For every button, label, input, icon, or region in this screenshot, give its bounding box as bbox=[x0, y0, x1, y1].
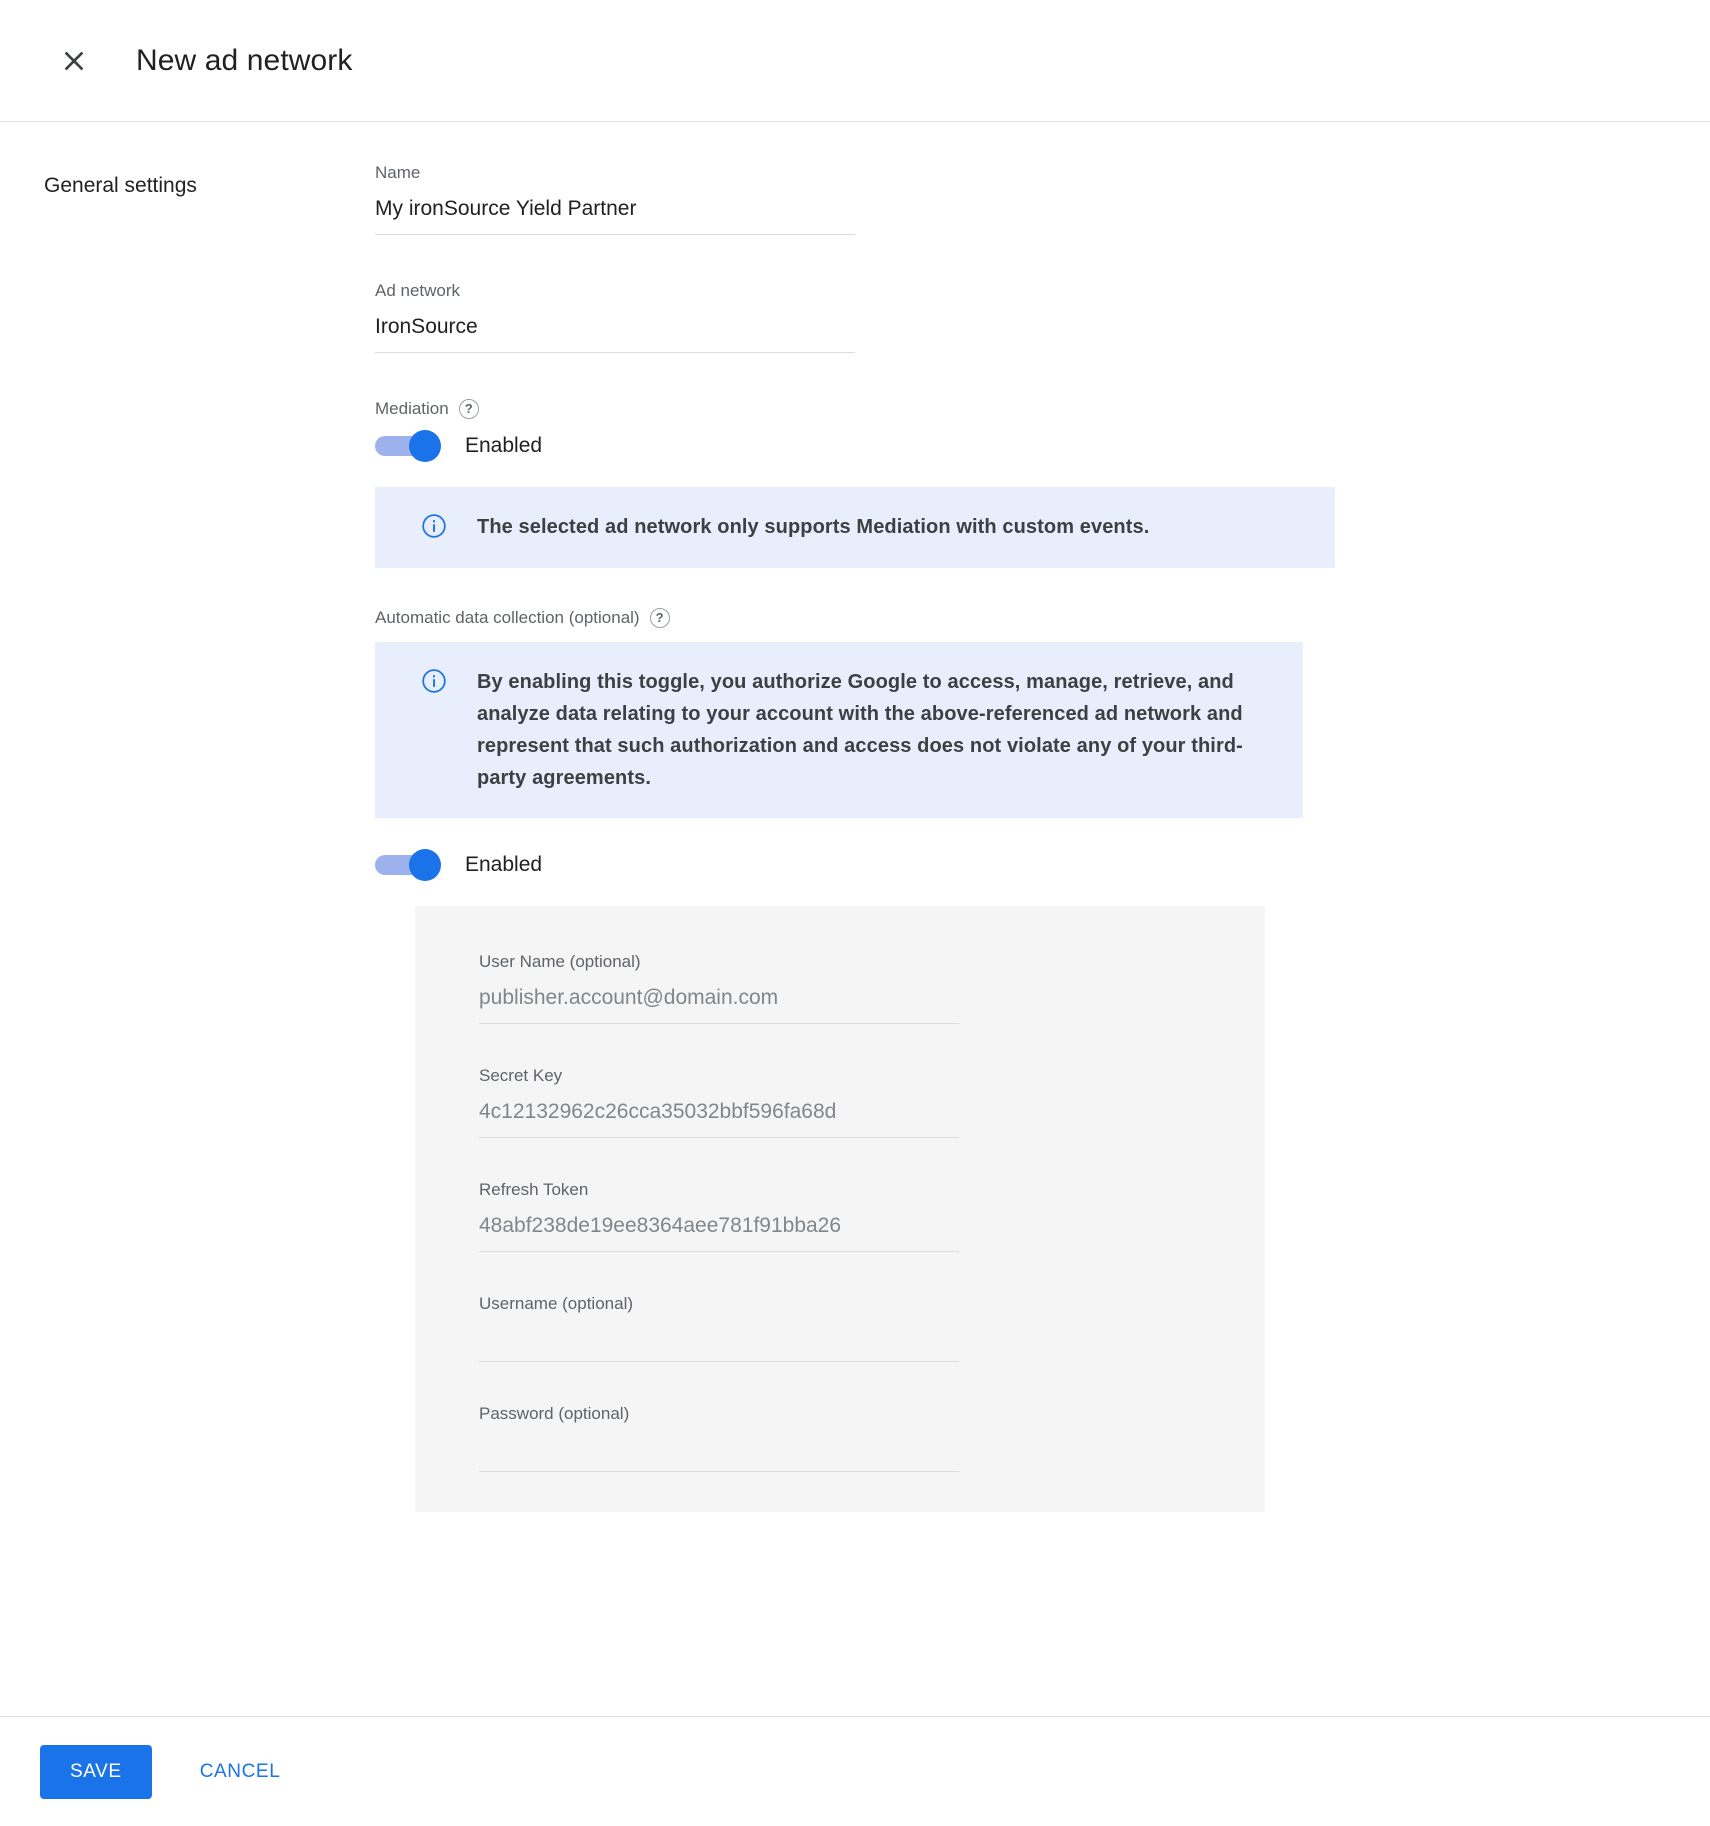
credential-input[interactable]: 4c12132962c26cca35032bbf596fa68d bbox=[479, 1100, 959, 1138]
mediation-toggle[interactable] bbox=[375, 433, 441, 459]
credential-field[interactable] bbox=[479, 1404, 959, 1472]
toggle-knob bbox=[409, 430, 441, 462]
page-title: New ad network bbox=[136, 43, 353, 77]
mediation-toggle-row[interactable] bbox=[375, 433, 1650, 459]
adc-help-icon[interactable]: ? bbox=[650, 608, 670, 628]
adc-info-banner bbox=[375, 642, 1303, 818]
adc-toggle-label: Enabled bbox=[465, 853, 543, 876]
info-icon bbox=[421, 513, 447, 544]
automatic-data-collection-group bbox=[375, 608, 1650, 1512]
credential-field[interactable] bbox=[479, 1294, 959, 1362]
ad-network-field-label: Ad network bbox=[375, 281, 461, 300]
mediation-label-row bbox=[375, 399, 1650, 419]
dialog-footer bbox=[0, 1716, 1710, 1826]
credential-input[interactable]: 48abf238de19ee8364aee781f91bba26 bbox=[479, 1214, 959, 1252]
name-field-label: Name bbox=[375, 163, 421, 182]
credential-field[interactable] bbox=[479, 952, 959, 1024]
toggle-knob bbox=[409, 849, 441, 881]
credential-input[interactable] bbox=[479, 1438, 959, 1472]
credential-label: Refresh Token bbox=[479, 1180, 589, 1199]
mediation-info-text: The selected ad network only supports Mediation with custom events. bbox=[477, 516, 1150, 538]
general-settings-section bbox=[0, 123, 1710, 1512]
save-button[interactable]: SAVE bbox=[40, 1745, 152, 1799]
credential-label: User Name (optional) bbox=[479, 952, 641, 971]
fields-column bbox=[375, 163, 1710, 1512]
mediation-group bbox=[375, 399, 1650, 568]
cancel-button[interactable]: CANCEL bbox=[178, 1745, 303, 1799]
adc-toggle-row[interactable] bbox=[375, 852, 1650, 878]
mediation-help-icon[interactable]: ? bbox=[459, 399, 479, 419]
adc-toggle[interactable] bbox=[375, 852, 441, 878]
mediation-label: Mediation bbox=[375, 399, 449, 418]
credential-input[interactable] bbox=[479, 1328, 959, 1362]
name-input[interactable]: My ironSource Yield Partner bbox=[375, 197, 855, 235]
credential-label: Password (optional) bbox=[479, 1404, 630, 1423]
credential-field[interactable] bbox=[479, 1180, 959, 1252]
ad-network-field[interactable] bbox=[375, 281, 855, 353]
dialog-header bbox=[0, 0, 1710, 122]
mediation-info-banner bbox=[375, 487, 1335, 568]
credential-label: Username (optional) bbox=[479, 1294, 634, 1313]
info-icon bbox=[421, 668, 447, 699]
section-title: General settings bbox=[44, 174, 197, 197]
adc-label-row bbox=[375, 608, 1650, 628]
name-field[interactable] bbox=[375, 163, 855, 235]
close-icon[interactable] bbox=[48, 35, 100, 87]
adc-label: Automatic data collection (optional) bbox=[375, 608, 640, 627]
credentials-card bbox=[415, 906, 1265, 1512]
dialog-body bbox=[0, 123, 1710, 1716]
ad-network-input[interactable]: IronSource bbox=[375, 315, 855, 353]
credential-label: Secret Key bbox=[479, 1066, 563, 1085]
credential-input[interactable]: publisher.account@domain.com bbox=[479, 986, 959, 1024]
adc-info-text: By enabling this toggle, you authorize Google to access, manage, retrieve, and analyze data relating to your account with the above-referenced ad network and represent that such authorization and access does not violate any of your third-party agreements. bbox=[477, 671, 1243, 789]
mediation-toggle-label: Enabled bbox=[465, 434, 543, 457]
credential-field[interactable] bbox=[479, 1066, 959, 1138]
